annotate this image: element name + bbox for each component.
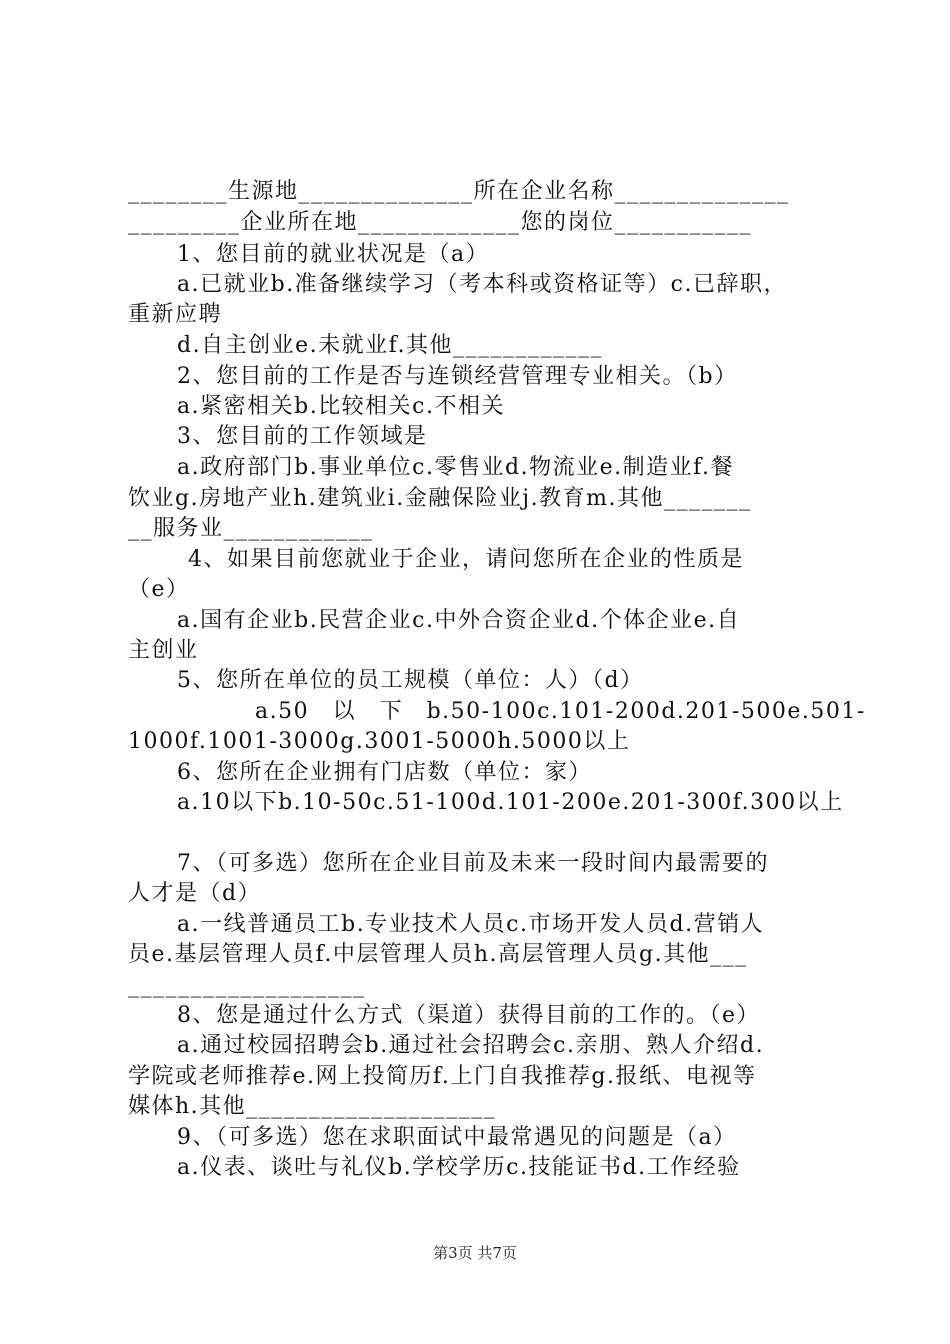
q8-options-c: 媒体h.其他____________________ (128, 1094, 497, 1119)
question-7-answer: 人才是（d） (128, 881, 262, 906)
q3-options-c: __服务业____________ (128, 516, 374, 541)
q7-options-c: ___________________ (128, 973, 366, 998)
q8-options-b: 学院或老师推荐e.网上投简历f.上门自我推荐g.报纸、电视等 (128, 1064, 757, 1089)
q1-options-c: d.自主创业e.未就业f.其他____________ (177, 333, 603, 358)
question-1: 1、您目前的就业状况是（a） (177, 242, 490, 267)
q8-options-a: a.通过校园招聘会b.通过社会招聘会c.亲朋、熟人介绍d. (177, 1033, 765, 1058)
question-8: 8、您是通过什么方式（渠道）获得目前的工作的。（e） (177, 1003, 761, 1028)
q9-options: a.仪表、谈吐与礼仪b.学校学历c.技能证书d.工作经验 (177, 1155, 741, 1180)
q4-options-b: 主创业 (128, 638, 199, 663)
q3-options-b: 饮业g.房地产业h.建筑业i.金融保险业j.教育m.其他_______ (128, 486, 752, 511)
question-4-answer: （e） (128, 577, 190, 602)
q1-options-b: 重新应聘 (128, 302, 223, 327)
q1-options-a: a.已就业b.准备继续学习（考本科或资格证等）c.已辞职， (177, 272, 788, 297)
question-9: 9、（可多选）您在求职面试中最常遇见的问题是（a） (177, 1125, 737, 1150)
line-source-company: ________生源地______________所在企业名称______________ (128, 179, 790, 204)
question-3: 3、您目前的工作领域是 (177, 424, 428, 449)
question-6: 6、您所在企业拥有门店数（单位：家） (177, 760, 592, 785)
q7-options-a: a.一线普通员工b.专业技术人员c.市场开发人员d.营销人 (177, 912, 765, 937)
q3-options-a: a.政府部门b.事业单位c.零售业d.物流业e.制造业f.餐 (177, 455, 734, 480)
question-2: 2、您目前的工作是否与连锁经营管理专业相关。（b） (177, 364, 738, 389)
question-7: 7、（可多选）您所在企业目前及未来一段时间内最需要的 (177, 851, 769, 876)
q6-options: a.10以下b.10-50c.51-100d.101-200e.201-300f.300以上 (177, 790, 844, 815)
page-footer: 第3页 共7页 (433, 1244, 517, 1262)
q2-options: a.紧密相关b.比较相关c.不相关 (177, 394, 506, 419)
question-4: 4、如果目前您就业于企业，请问您所在企业的性质是 (188, 547, 744, 572)
q7-options-b: 员e.基层管理人员f.中层管理人员h.高层管理人员g.其他___ (128, 942, 748, 967)
q4-options-a: a.国有企业b.民营企业c.中外合资企业d.个体企业e.自 (177, 608, 741, 633)
q5-options-b: 1000f.1001-3000g.3001-5000h.5000以上 (128, 729, 631, 754)
question-5: 5、您所在单位的员工规模（单位：人）（d） (177, 668, 644, 693)
line-location-position: _________企业所在地_____________您的岗位___________ (128, 210, 753, 235)
q5-options-a: a.50 以 下 b.50-100c.101-200d.201-500e.501- (255, 699, 866, 724)
